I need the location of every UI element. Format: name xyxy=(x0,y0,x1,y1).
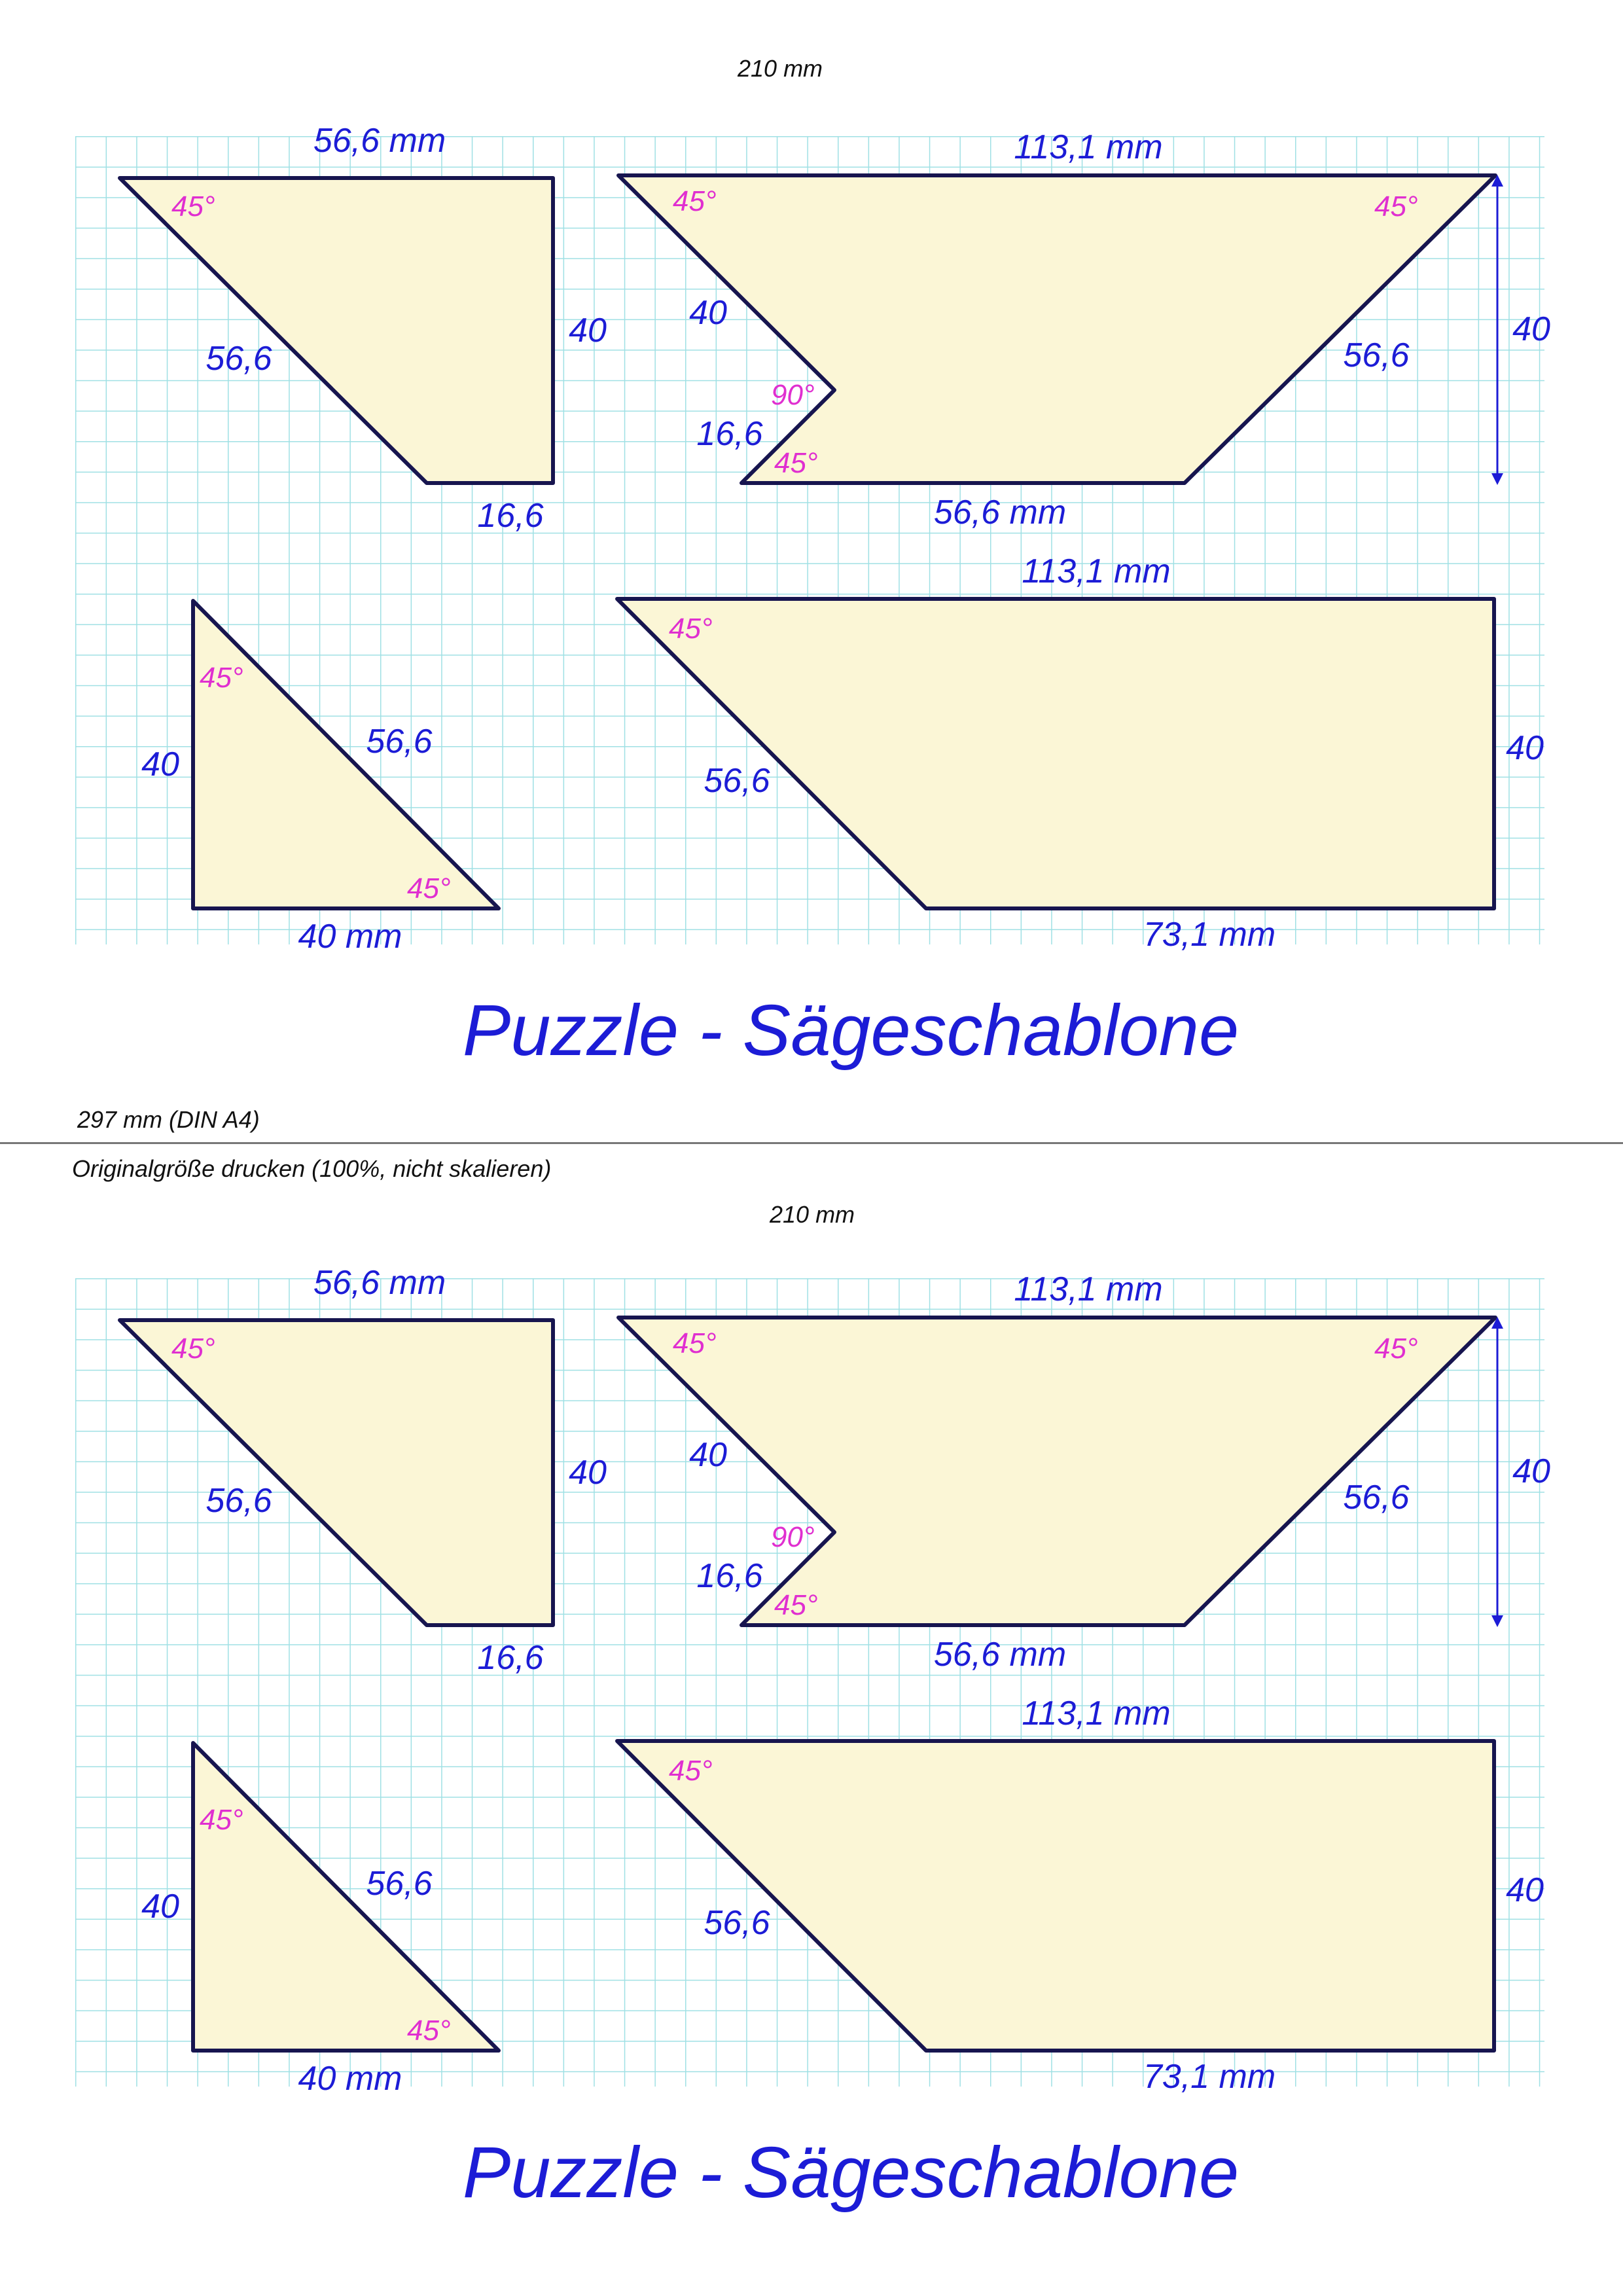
dim-height: 40 xyxy=(1512,1452,1550,1490)
dim-top: 56,6 mm xyxy=(313,1264,446,1302)
template-title: Puzzle - Sägeschablone xyxy=(462,2132,1240,2213)
dim-bottom: 40 mm xyxy=(298,2060,402,2098)
dim-diagonal: 56,6 xyxy=(205,340,272,378)
dim-bottom: 56,6 mm xyxy=(933,493,1067,531)
dim-notch-upper: 40 xyxy=(689,1436,727,1474)
angle-label: 90° xyxy=(771,1521,815,1553)
dim-height: 40 xyxy=(1512,310,1550,348)
dim-bottom: 16,6 xyxy=(477,1639,544,1677)
dim-right: 40 xyxy=(1506,729,1544,767)
dim-top: 56,6 mm xyxy=(313,122,446,160)
dim-diagonal: 56,6 xyxy=(1343,336,1410,374)
dim-top: 113,1 mm xyxy=(1014,1270,1163,1308)
template-title: Puzzle - Sägeschablone xyxy=(462,990,1240,1071)
angle-label: 45° xyxy=(774,1589,818,1621)
angle-label: 45° xyxy=(171,1333,215,1365)
dim-hypotenuse: 56,6 xyxy=(366,723,433,761)
dim-diagonal: 56,6 xyxy=(205,1482,272,1520)
angle-label: 45° xyxy=(673,1327,717,1359)
angle-label: 45° xyxy=(673,185,717,217)
dim-top: 113,1 mm xyxy=(1022,1695,1171,1732)
width-label-top: 210 mm xyxy=(738,55,823,82)
angle-label: 45° xyxy=(669,1755,713,1787)
angle-label: 45° xyxy=(1374,190,1418,223)
template-sheet-bottom xyxy=(0,1142,1623,2255)
dim-left: 40 xyxy=(141,745,179,783)
dim-bottom: 73,1 mm xyxy=(1143,916,1276,954)
template-sheet-top xyxy=(0,0,1623,1071)
dim-top: 113,1 mm xyxy=(1014,128,1163,166)
angle-label: 45° xyxy=(1374,1333,1418,1365)
angle-label: 45° xyxy=(200,1804,243,1836)
dim-diagonal: 56,6 xyxy=(1343,1479,1410,1516)
width-label-bottom: 210 mm xyxy=(770,1201,855,1228)
print-note: Originalgröße drucken (100%, nicht skalieren) xyxy=(72,1155,552,1182)
dim-left: 40 xyxy=(141,1888,179,1926)
dim-right: 40 xyxy=(1506,1871,1544,1909)
height-label: 297 mm (DIN A4) xyxy=(77,1106,260,1133)
angle-label: 90° xyxy=(771,379,815,411)
dim-diagonal: 56,6 xyxy=(704,1904,770,1942)
angle-label: 45° xyxy=(407,2015,451,2047)
angle-label: 45° xyxy=(774,447,818,479)
dim-notch-lower: 16,6 xyxy=(696,415,763,453)
angle-label: 45° xyxy=(200,662,243,694)
dim-diagonal: 56,6 xyxy=(704,762,770,800)
dim-bottom: 40 mm xyxy=(298,918,402,956)
dim-hypotenuse: 56,6 xyxy=(366,1865,433,1903)
dim-bottom: 73,1 mm xyxy=(1143,2058,1276,2096)
dim-notch-upper: 40 xyxy=(689,294,727,332)
dim-right: 40 xyxy=(569,312,607,350)
dim-top: 113,1 mm xyxy=(1022,552,1171,590)
dim-right: 40 xyxy=(569,1454,607,1492)
angle-label: 45° xyxy=(171,190,215,223)
dim-bottom: 16,6 xyxy=(477,497,544,535)
dim-bottom: 56,6 mm xyxy=(933,1636,1067,1674)
angle-label: 45° xyxy=(407,872,451,905)
dim-notch-lower: 16,6 xyxy=(696,1557,763,1595)
angle-label: 45° xyxy=(669,613,713,645)
